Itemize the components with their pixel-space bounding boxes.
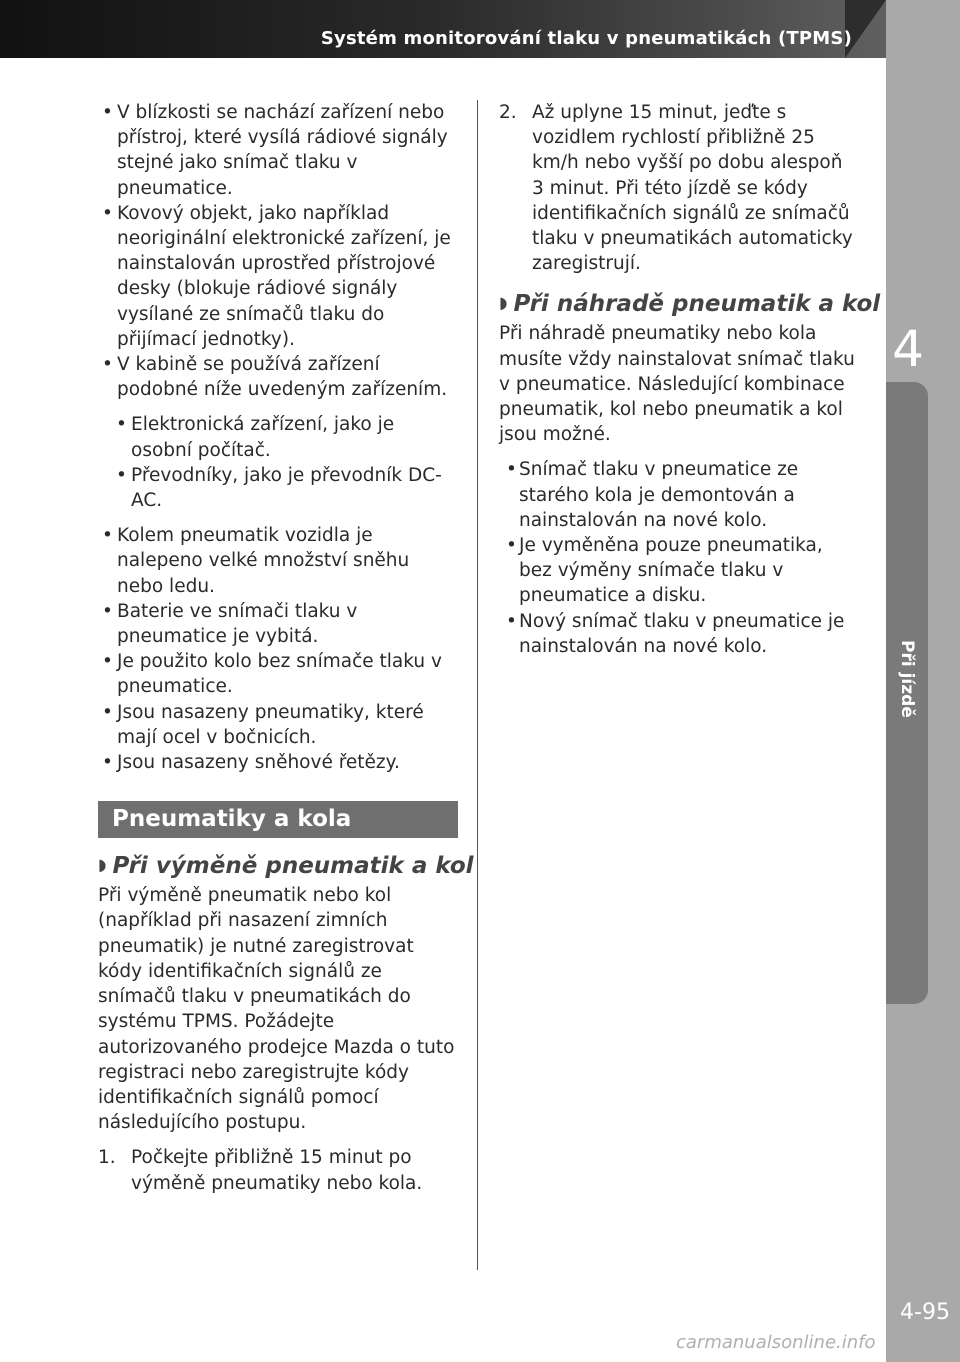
list-item: • Kovový objekt, jako například neoriginální elektronické zařízení, je nainstalován uprostřed přístrojové desky (blokuje rádiové signály vysílané ze snímačů tlaku do přijímací jednotky). bbox=[98, 201, 458, 352]
list-item: • Snímač tlaku v pneumatice ze starého kola je demontován a nainstalován na nové kolo. bbox=[499, 457, 859, 533]
subheading-marker-icon: ◗ bbox=[98, 855, 107, 875]
chapter-title: Při jízdě bbox=[897, 640, 917, 718]
sub-list bbox=[112, 412, 458, 513]
paragraph: Při náhradě pneumatiky nebo kola musíte vždy nainstalovat snímač tlaku v pneumatice. Následující kombinace pneumatik, kol nebo pneumatik a kol jsou možné. bbox=[499, 323, 855, 446]
bullet-list bbox=[499, 457, 859, 659]
watermark: carmanualsonline.info bbox=[676, 1332, 876, 1353]
subheading-replacement bbox=[98, 850, 474, 881]
list-item: • V blízkosti se nachází zařízení nebo přístroj, které vysílá rádiové signály stejné jako snímač tlaku v pneumatice. bbox=[98, 100, 458, 201]
sub-list-item: • Převodníky, jako je převodník DC-AC. bbox=[112, 463, 458, 513]
sub-list-item: • Elektronická zařízení, jako je osobní počítač. bbox=[112, 412, 458, 462]
subheading-text: Při náhradě pneumatik a kol bbox=[513, 291, 881, 318]
column-divider bbox=[477, 100, 478, 1270]
subheading-text: Při výměně pneumatik a kol bbox=[112, 853, 474, 880]
step-2 bbox=[499, 100, 859, 276]
chapter-number: 4 bbox=[892, 320, 924, 378]
paragraph: Při výměně pneumatik nebo kol (například při nasazení zimních pneumatik) je nutné zaregistrovat kódy identifikačních signálů ze snímačů tlaku v pneumatikách do systému TPMS. Požádejte autorizovaného prodejce Mazda o tuto registraci nebo zaregistrujte kódy identifikačních signálů pomocí následujícího postupu. bbox=[98, 885, 455, 1134]
step-text: Až uplyne 15 minut, jeďte s vozidlem rychlostí přibližně 25 km/h nebo vyšší po dobu alespoň 3 minut. Při této jízdě se kódy identifikačních signálů ze snímačů tlaku v pneumatikách automaticky zaregistrují. bbox=[532, 102, 853, 275]
list-item: • Jsou nasazeny sněhové řetězy. bbox=[98, 750, 458, 775]
step-1 bbox=[98, 1145, 458, 1195]
list-item: • Je použito kolo bez snímače tlaku v pneumatice. bbox=[98, 649, 458, 699]
step-number: 1. bbox=[98, 1147, 116, 1169]
list-item: • V kabině se používá zařízení podobné níže uvedeným zařízením. bbox=[98, 352, 458, 402]
list-item: • Nový snímač tlaku v pneumatice je nainstalován na nové kolo. bbox=[499, 609, 859, 659]
list-item: • Je vyměněna pouze pneumatika, bez výměny snímače tlaku v pneumatice a disku. bbox=[499, 533, 859, 609]
list-item: • Baterie ve snímači tlaku v pneumatice je vybitá. bbox=[98, 599, 458, 649]
right-column bbox=[499, 100, 881, 659]
step-number: 2. bbox=[499, 102, 517, 123]
chapter-label bbox=[886, 600, 928, 840]
subheading-marker-icon: ◗ bbox=[499, 293, 508, 313]
step-text: Počkejte přibližně 15 minut po výměně pneumatiky nebo kola. bbox=[131, 1147, 423, 1194]
list-item: • Jsou nasazeny pneumatiky, které mají ocel v bočnicích. bbox=[98, 700, 458, 750]
section-heading: Pneumatiky a kola bbox=[98, 801, 458, 838]
left-column bbox=[98, 100, 474, 1196]
page-header-title: Systém monitorování tlaku v pneumatikách (TPMS) bbox=[320, 28, 852, 49]
list-item: • Kolem pneumatik vozidla je nalepeno velké množství sněhu nebo ledu. bbox=[98, 523, 458, 599]
subheading-substitution bbox=[499, 288, 881, 319]
page-number: 4-95 bbox=[900, 1300, 950, 1325]
